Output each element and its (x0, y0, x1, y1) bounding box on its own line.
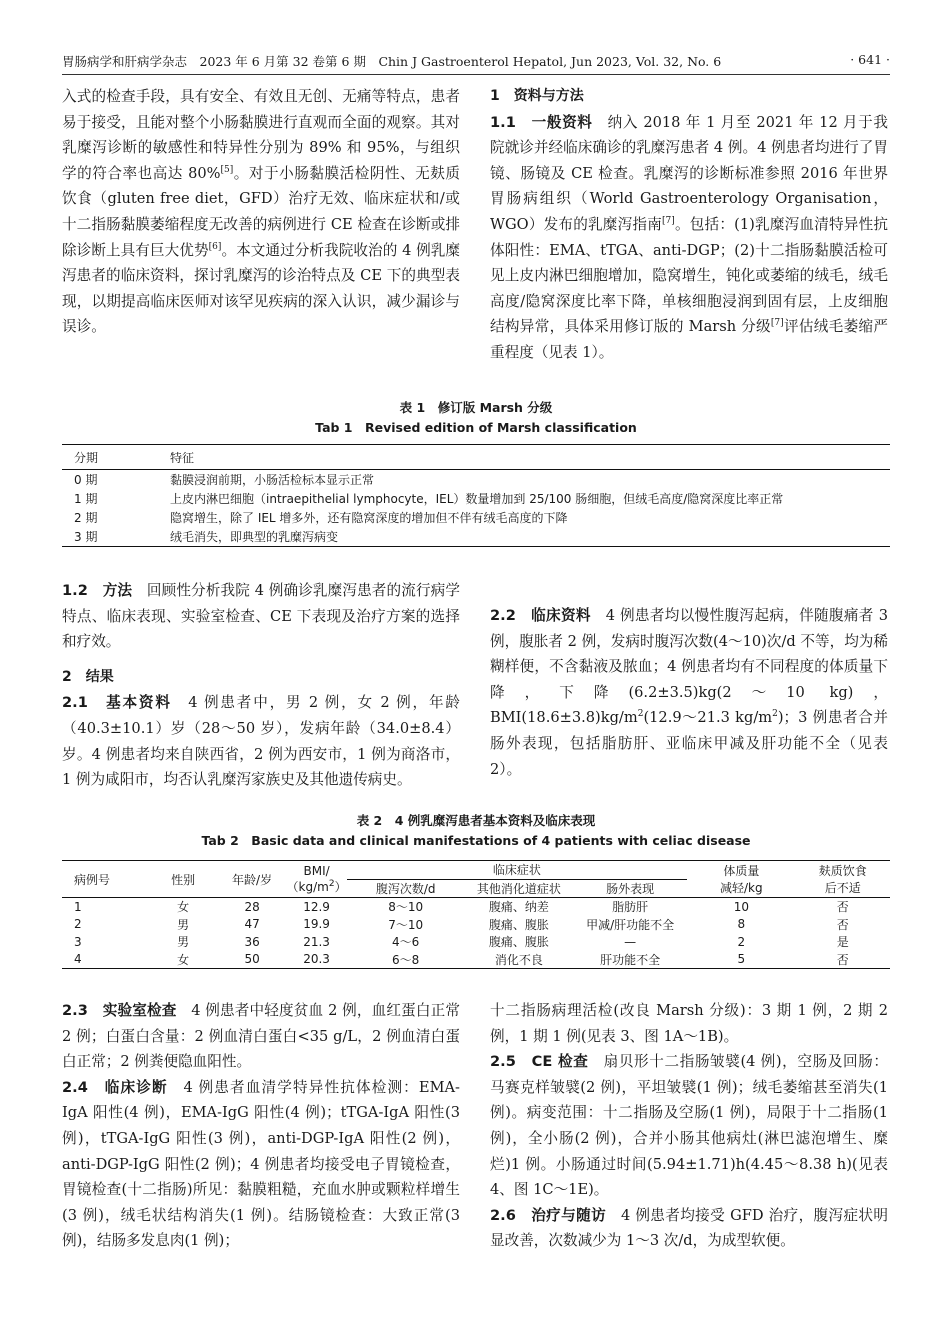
clinical-data-paragraph: 2.2 临床资料 4 例患者均以慢性腹泻起病，伴随腹痛者 3 例，腹胀者 2 例，发病时腹泻次数(4～10)次/d 不等，均为稀糊样便，不含黏液及脓血；4 例患者均有不同程度的体质量下降，下降(6.2±3.5)kg(2～10 kg)，$BMI(18.6\pm 3.8)kg/m^2(12.9\sim 21.3$ $kg/m^2$)；3 例患者合并肠外表现，包括脂肪肝、亚临床甲减及肝功能不全（见表 2）。 (490, 607, 888, 778)
table-header-row (62, 445, 890, 470)
table1-caption-en: Tab 1 Revised edition of Marsh classification (315, 420, 637, 435)
table1-caption (62, 398, 890, 438)
table-row: 2 期 隐窝增生，除了 IEL 增多外，还有隐窝深度的增加但不伴有绒毛高度的下降 (74, 511, 568, 525)
subsection-heading: 2.6 治疗与随访 (490, 1206, 607, 1224)
table-row: 3 男 36 21.3 4～6 腹痛、腹胀 — 2 是 (74, 934, 849, 950)
diagnosis-paragraph: 2.4 临床诊断 4 例患者血清学特异性抗体检测：EMA-IgA 阳性(4 例)，EMA-IgG 阳性(4 例)；tTGA-IgA 阳性(3 例)，tTGA-IgG 阳性(3 例)，anti-DGP-IgA 阳性(2 例)，anti-DGP-IgG 阳性(2 例)；4 例患者均接受电子胃镜检查，胃镜检查(十二指肠)所见：黏膜粗糙，充血水肿或颗粒样增生(3 例)，绒毛状结构消失(1 例)。结肠镜检查：大致正常(3 例)，结肠多发息肉(1 例)； (62, 1078, 460, 1250)
diagnosis-continued: 十二指肠病理活检(改良 Marsh 分级)：3 期 1 例，2 期 2 例，1 期 1 例(见表 3、图 1A～1B)。 (490, 1002, 888, 1045)
marsh-classification-table (62, 444, 890, 547)
table1-caption-cn: 表 1 修订版 Marsh 分级 (399, 400, 553, 415)
subsection-heading: 2.5 CE 检查 (490, 1053, 589, 1071)
subsection-heading: 1.2 方法 (62, 582, 133, 599)
middle-left-column (62, 578, 460, 793)
table-row: 1 期 上皮内淋巴细胞（intraepithelial lymphocyte，IEL）数量增加到 25/100 肠细胞，但绒毛高度/隐窝深度比率正常 (74, 492, 784, 506)
subsection-heading: 2.1 基本资料 (62, 694, 172, 712)
running-header (62, 52, 890, 75)
journal-info: 胃肠病学和肝病学杂志 2023 年 6 月第 32 卷第 6 期 Chin J Gastroenterol Hepatol, Jun 2023, Vol. 32, No. 6 (62, 54, 722, 69)
table-header-row: 病例号 性别 年龄/岁 BMI/ $(kg/m^2)$ 临床症状 体质量 减轻/kg 麸质饮食 后不适 (62, 861, 890, 880)
citation-ref[interactable]: [7] (770, 318, 784, 329)
table2-caption-en: Tab 2 Basic data and clinical manifestations of 4 patients with celiac disease (201, 833, 751, 848)
column-header: 特征 (170, 450, 195, 465)
subsection-heading: 2.3 实验室检查 (62, 1002, 177, 1019)
clinical-symptoms-header: 临床症状 (347, 861, 688, 880)
lab-tests-paragraph: 2.3 实验室检查 4 例患者中轻度贫血 2 例，血红蛋白正常 2 例；白蛋白含量：2 例血清白蛋白<35 g/L，2 例血清白蛋白正常；2 例粪便隐血阳性。 (62, 1002, 460, 1071)
intro-column (62, 84, 460, 340)
patient-data-table (62, 860, 890, 969)
ce-exam-paragraph: 2.5 CE 检查 扇贝形十二指肠皱襞(4 例)，空肠及回肠：马赛克样皱襞(2 例)，平坦皱襞(1 例)；绒毛萎缩甚至消失(1 例)。病变范围：十二指肠及空肠(1 例)，局限于十二指肠(1 例)，全小肠(2 例)，合并小肠其他病灶(淋巴滤泡增生、糜烂)1 例。小肠通过时间(5.94±1.71)h(4.45～8.38 h)(见表 4、图 1C～1E)。 (490, 1053, 888, 1199)
table-row: 1 女 28 12.9 8～10 腹痛、纳差 脂肪肝 10 否 (74, 899, 849, 915)
citation-ref[interactable]: [7] (662, 216, 675, 227)
subsection-heading: 2.2 临床资料 (490, 607, 591, 624)
bottom-left-column (62, 998, 460, 1254)
intro-paragraph: 入式的检查手段，具有安全、有效且无创、无痛等特点，患者易于接受，且能对整个小肠黏膜进行直观而全面的观察。其对乳糜泻诊断的敏感性和特异性分别为 89% 和 95%，与组织学的符合率也高达 80%[5]。对于小肠黏膜活检阴性、无麸质饮食（gluten free diet，GFD）治疗无效、临床症状和/或十二指肠黏膜萎缩程度无改善的病例进行 CE 检查在诊断或排除诊断上具有巨大优势[6]。本文通过分析我院收治的 4 例乳糜泻患者的临床资料，探讨乳糜泻的诊治特点及 CE 下的典型表现，以期提高临床医师对该罕见疾病的深入认识，减少漏诊与误诊。 (62, 88, 460, 336)
table-subheader-row: 腹泻次数/d 其他消化道症状 肠外表现 (375, 881, 655, 896)
bmi-header: BMI/ $(kg/m^2)$ (286, 863, 347, 894)
middle-right-column (490, 578, 888, 782)
basic-data-paragraph: 2.1 基本资料 4 例患者中，男 2 例，女 2 例，年龄（40.3±10.1）岁（28～50 岁），发病年龄（34.0±8.4）岁。4 例患者均来自陕西省，2 例为西安市，1 例为商洛市，1 例为咸阳市，均否认乳糜泻家族史及其他遗传病史。 (62, 694, 460, 789)
treatment-paragraph: 2.6 治疗与随访 4 例患者均接受 GFD 治疗，腹泻症状明显改善，次数减少为 1～3 次/d，为成型软便。 (490, 1206, 888, 1250)
methods-paragraph: 1.2 方法 回顾性分析我院 4 例确诊乳糜泻患者的流行病学特点、临床表现、实验室检查、CE 下表现及治疗方案的选择和疗效。 (62, 582, 460, 651)
column-header: 分期 (74, 450, 99, 465)
section-heading-results: 2 结果 (62, 668, 114, 685)
table-row: 2 男 47 19.9 7～10 腹痛、腹胀 甲减/肝功能不全 8 否 (74, 917, 849, 932)
table-row: 3 期 绒毛消失，即典型的乳糜泻病变 (62, 527, 890, 547)
subsection-heading: 2.4 临床诊断 (62, 1078, 168, 1096)
table2-caption (62, 811, 890, 851)
methods-column (490, 84, 888, 366)
subsection-heading: 1.1 一般资料 (490, 113, 593, 131)
general-data-paragraph: 1.1 一般资料 纳入 2018 年 1 月至 2021 年 12 月于我院就诊并经临床确诊的乳糜泻患者 4 例。4 例患者均进行了胃镜、肠镜及 CE 检查。乳糜泻的诊断标准参照 2016 年世界胃肠病组织（World Gastroenterology Organisation，WGO）发布的乳糜泻指南[7]。包括：(1)乳糜泻血清特异性抗体阳性：EMA、tTGA、anti-DGP；(2)十二指肠黏膜活检可见上皮内淋巴细胞增加，隐窝增生，钝化或萎缩的绒毛，绒毛高度/隐窝深度比率下降，单核细胞浸润到固有层，上皮细胞结构异常，具体采用修订版的 Marsh 分级[7]评估绒毛萎缩严重程度（见表 1）。 (490, 113, 888, 361)
table-row: 4 女 50 20.3 6～8 消化不良 肝功能不全 5 否 (62, 951, 890, 969)
bottom-right-column (490, 998, 888, 1254)
table-row: 0 期 黏膜浸润前期，小肠活检标本显示正常 (74, 473, 375, 487)
page-number: · 641 · (850, 52, 890, 67)
citation-ref[interactable]: [5] (220, 164, 234, 175)
citation-ref[interactable]: [6] (208, 241, 222, 252)
table2-caption-cn: 表 2 4 例乳糜泻患者基本资料及临床表现 (356, 813, 596, 828)
section-heading-methods: 1 资料与方法 (490, 88, 584, 104)
